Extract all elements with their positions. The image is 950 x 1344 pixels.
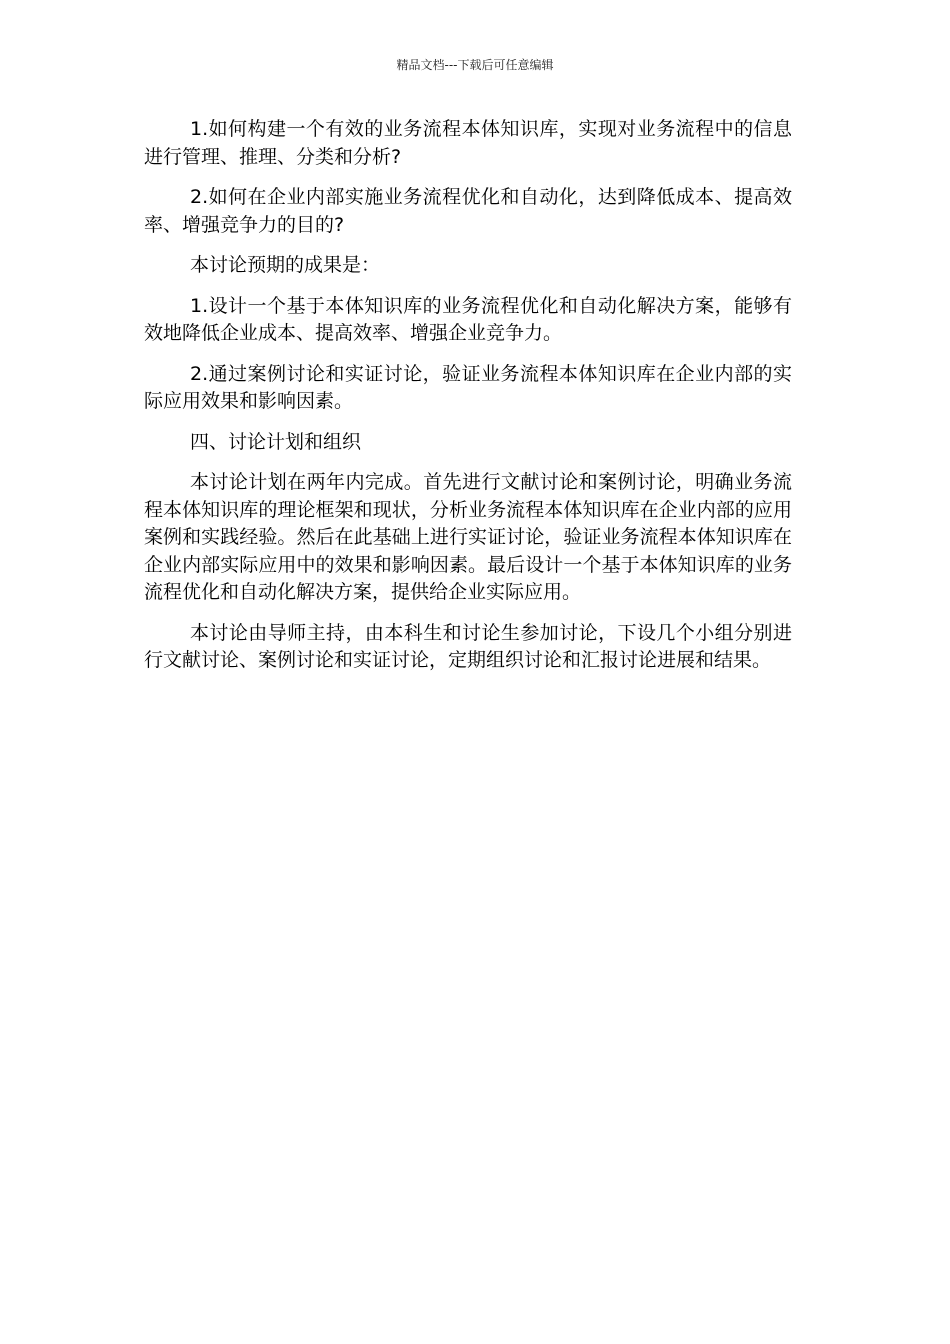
page-header: 精品文档---下载后可任意编辑 [396, 58, 554, 72]
result-2-paragraph: 2.通过案例讨论和实证讨论，验证业务流程本体知识库在企业内部的实际应用效果和影响因素。 [144, 362, 792, 412]
section-heading: 四、讨论计划和组织 [190, 430, 362, 453]
organization-paragraph: 本讨论由导师主持，由本科生和讨论生参加讨论，下设几个小组分别进行文献讨论、案例讨论和实证讨论，定期组织讨论和汇报讨论进展和结果。 [144, 621, 792, 671]
question-1-paragraph: 1.如何构建一个有效的业务流程本体知识库，实现对业务流程中的信息进行管理、推理、分类和分析? [144, 118, 792, 168]
result-1-paragraph: 1.设计一个基于本体知识库的业务流程优化和自动化解决方案，能够有效地降低企业成本、提高效率、增强企业竞争力。 [144, 294, 792, 344]
plan-paragraph: 本讨论计划在两年内完成。首先进行文献讨论和案例讨论，明确业务流程本体知识库的理论框架和现状，分析业务流程本体知识库在企业内部的应用案例和实践经验。然后在此基础上进行实证讨论，验证业务流程本体知识库在企业内部实际应用中的效果和影响因素。最后设计一个基于本体知识库的业务流程优化和自动化解决方案，提供给企业实际应用。 [144, 471, 792, 603]
expected-results-intro: 本讨论预期的成果是： [190, 254, 381, 276]
question-2-paragraph: 2.如何在企业内部实施业务流程优化和自动化，达到降低成本、提高效率、增强竞争力的目的? [144, 186, 792, 236]
document-body [144, 116, 792, 688]
